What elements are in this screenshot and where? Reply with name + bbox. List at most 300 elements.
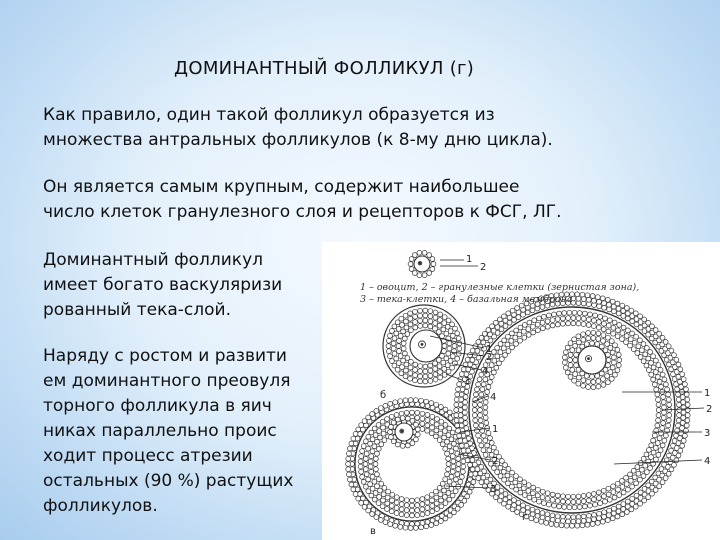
follicle-g-granulosa [640,467,645,472]
follicle-g-theca [454,402,459,407]
follicle-v-granulosa [420,411,425,416]
follicle-g-granulosa [606,329,611,334]
follicle-g-granulosa [522,493,527,498]
follicle-v-cumulus [389,425,394,430]
follicle-g-granulosa [545,496,550,501]
follicle-g-cumulus [606,363,611,368]
label-b-1: 1 [486,344,493,355]
follicle-g-granulosa [634,334,639,339]
follicle-g-granulosa [666,423,671,428]
follicle-v-granulosa [378,435,383,440]
follicle-g-granulosa [630,331,635,336]
follicle-g-theca [475,349,480,354]
paragraph-4 [43,344,293,519]
follicle-g-granulosa [567,310,572,315]
follicle-g-theca [457,433,462,438]
follicle-g-theca [685,397,690,402]
follicle-g-cumulus [615,347,620,352]
follicle-g-cumulus [596,337,601,342]
follicle-v-granulosa [447,426,452,431]
follicle-b-granulosa [413,320,418,325]
follicle-g-theca [586,518,591,523]
follicle-g-theca [680,443,685,448]
follicle-g-granulosa [509,339,514,344]
follicle-g-theca [607,508,612,513]
follicle-b-granulosa [408,371,413,376]
follicle-g-granulosa [653,446,658,451]
follicle-g-cumulus [562,360,567,365]
follicle-v-granulosa [434,434,439,439]
follicle-g-granulosa [513,335,518,340]
follicle-b-granulosa [450,333,455,338]
follicle-v-granulosa [364,451,369,456]
follicle-v-granulosa [442,488,447,493]
follicle-g-theca [534,518,539,523]
follicle-v-theca [388,401,393,406]
follicle-v-cumulus [395,417,400,422]
follicle-g-granulosa [586,317,591,322]
follicle-g-granulosa [486,385,491,390]
follicle-v-theca [471,480,476,485]
follicle-g-granulosa [562,311,567,316]
follicle-g-theca [616,504,621,509]
paragraph-2 [43,175,562,225]
follicle-g-theca [680,372,685,377]
follicle-b-granulosa [428,363,433,368]
follicle-v-theca [346,462,351,467]
follicle-g-theca [481,475,486,480]
follicle-g-cumulus [609,339,614,344]
follicle-v-granulosa [404,503,409,508]
follicle-g-granulosa [576,499,581,504]
follicle-v-theca [408,398,413,403]
follicle-v-theca [359,423,364,428]
follicle-g-granulosa [661,400,666,405]
follicle-b-granulosa [418,308,423,313]
follicle-g-granulosa [662,377,667,382]
follicle-g-theca [515,510,520,515]
follicle-g-theca [629,507,634,512]
follicle-b-granulosa [404,325,409,330]
follicle-g-theca [657,484,662,489]
follicle-g-granulosa [635,351,640,356]
follicle-b-granulosa [447,341,452,346]
follicle-v-granulosa [375,451,380,456]
follicle-g-granulosa [628,478,633,483]
follicle-v-granulosa [443,495,448,500]
follicle-g-granulosa [576,494,581,499]
paragraph-line: остальных (90 %) растущих [43,471,294,491]
follicle-g-theca [676,453,681,458]
follicle-b-granulosa [437,364,442,369]
follicle-g-granulosa [505,473,510,478]
follicle-v-theca [370,512,375,517]
follicle-g-granulosa [586,498,591,503]
follicle-g-granulosa [638,477,643,482]
follicle-v-cumulus [410,418,415,423]
follicle-b-granulosa [457,341,462,346]
follicle-g-granulosa [542,314,547,319]
follicle-b-granulosa [442,367,447,372]
follicle-b-granulosa [387,338,392,343]
follicle-g-granulosa [489,375,494,380]
follicle-v-cumulus [405,443,410,448]
follicle-g-theca [466,448,471,453]
follicle-g-cumulus [609,377,614,382]
follicle-v-granulosa [425,500,430,505]
follicle-v-granulosa [446,456,451,461]
follicle-g-granulosa [481,382,486,387]
follicle-g-theca [580,523,585,528]
follicle-a-cells [427,271,432,276]
follicle-g-granulosa [612,495,617,500]
follicle-v-granulosa [410,503,415,508]
follicle-v-granulosa [420,421,425,426]
follicle-g-theca [678,448,683,453]
follicle-g-granulosa [571,321,576,326]
follicle-g-granulosa [620,479,625,484]
follicle-g-granulosa [602,321,607,326]
follicle-g-theca [646,495,651,500]
follicle-g-theca [516,500,521,505]
follicle-g-theca [633,311,638,316]
follicle-g-theca [497,498,502,503]
follicle-g-theca [468,453,473,458]
follicle-b-granulosa [433,315,438,320]
follicle-g-theca [597,516,602,521]
follicle-v-granulosa [456,456,461,461]
follicle-v-theca [439,519,444,524]
follicle-a-cells [412,271,417,276]
follicle-b-granulosa [428,379,433,384]
follicle-v-granulosa [404,513,409,518]
follicle-v-granulosa [456,462,461,467]
follicle-g-granulosa [545,324,550,329]
follicle-g-theca [681,377,686,382]
follicle-g-granulosa [652,433,657,438]
follicle-v-granulosa [378,488,383,493]
follicle-g-granulosa [581,316,586,321]
follicle-g-granulosa [611,326,616,331]
follicle-v-granulosa [429,431,434,436]
follicle-g-theca [462,438,467,443]
follicle-b-granulosa [390,329,395,334]
follicle-v-theca [429,401,434,406]
follicle-g-theca [478,471,483,476]
follicle-a-cells [417,250,422,255]
follicle-v-granulosa [415,508,420,513]
follicle-a-cells [431,262,436,267]
follicle-v-theca [366,508,371,513]
follicle-v-granulosa [363,456,368,461]
follicle-b-granulosa [428,314,433,319]
follicle-v-granulosa [369,493,374,498]
follicle-a-cells [427,253,432,258]
follicle-g-granulosa [645,346,650,351]
follicle-g-granulosa [505,342,510,347]
follicle-g-theca [455,392,460,397]
follicle-v-granulosa [415,415,420,420]
follicle-v-theca [424,399,429,404]
follicle-v-theca [452,510,457,515]
follicle-b-granulosa [428,368,433,373]
follicle-g-granulosa [550,323,555,328]
follicle-g-granulosa [509,477,514,482]
follicle-g-theca [612,309,617,314]
follicle-b-granulosa [408,322,413,327]
follicle-g-granulosa [561,499,566,504]
follicle-v-granulosa [450,469,455,474]
follicle-g-granulosa [488,436,493,441]
follicle-g-theca [685,418,690,423]
follicle-v-granulosa [420,502,425,507]
follicle-v-granulosa [361,480,366,485]
follicle-g-cumulus [562,355,567,360]
follicle-v-theca [346,467,351,472]
follicle-b-granulosa [418,364,423,369]
follicle-g-granulosa [658,448,663,453]
follicle-g-cumulus [568,375,573,380]
follicle-g-granulosa [662,438,667,443]
follicle-g-granulosa [624,482,629,487]
follicle-g-granulosa [514,487,519,492]
follicle-g-granulosa [532,497,537,502]
follicle-v-granulosa [434,428,439,433]
follicle-g-granulosa [500,357,505,362]
follicle-b-granulosa [456,336,461,341]
follicle-v-theca [374,515,379,520]
follicle-g-theca [502,501,507,506]
label-g-3: 3 [704,428,711,439]
follicle-g-granulosa [483,453,488,458]
follicle-g-granulosa [489,441,494,446]
follicle-b-granulosa [390,359,395,364]
follicle-g-granulosa [479,392,484,397]
follicle-g-cumulus [613,343,618,348]
follicle-g-theca [595,521,600,526]
follicle-v-granulosa [443,477,448,482]
follicle-g-granulosa [481,448,486,453]
follicle-g-theca [683,382,688,387]
follicle-g-granulosa [660,426,665,431]
follicle-g-granulosa [495,354,500,359]
follicle-g-granulosa [655,441,660,446]
follicle-g-granulosa [665,387,670,392]
follicle-g-granulosa [606,486,611,491]
follicle-g-granulosa [593,502,598,507]
follicle-g-granulosa [526,483,531,488]
follicle-g-cumulus [610,365,615,370]
follicle-v-granulosa [410,498,415,503]
follicle-v-granulosa [394,511,399,516]
follicle-g-granulosa [474,423,479,428]
follicle-g-cumulus [601,333,606,338]
follicle-g-cumulus [601,339,606,344]
follicle-g-granulosa [615,334,620,339]
follicle-g-granulosa [518,338,523,343]
follicle-b-granulosa [392,336,397,341]
follicle-g-theca [540,511,545,516]
follicle-g-granulosa [518,477,523,482]
follicle-g-granulosa [495,346,500,351]
follicle-v-theca [429,523,434,528]
follicle-v-theca [358,492,363,497]
follicle-g-granulosa [626,328,631,333]
follicle-g-granulosa [484,421,489,426]
follicle-g-granulosa [661,395,666,400]
follicle-v-granulosa [415,503,420,508]
follicle-g-granulosa [532,318,537,323]
follicle-g-cumulus [586,336,591,341]
follicle-b-granulosa [403,313,408,318]
follicle-g-theca [535,509,540,514]
follicle-b-granulosa [418,374,423,379]
follicle-g-granulosa [500,459,505,464]
follicle-g-granulosa [510,331,515,336]
follicle-b-oocyte-nucleolus [421,343,424,346]
follicle-b-granulosa [433,361,438,366]
follicle-g-granulosa [611,484,616,489]
paragraph-line: никах параллельно проис [43,421,277,441]
follicle-g-theca [666,344,671,349]
follicle-v-granulosa [439,425,444,430]
follicle-b-granulosa [423,318,428,323]
follicle-g-granulosa [483,377,488,382]
follicle-v-theca [356,496,361,501]
follicle-v-theca [462,498,467,503]
follicle-g-granulosa [494,365,499,370]
follicle-v-granulosa [376,477,381,482]
follicle-v-granulosa [420,497,425,502]
follicle-v-theca [361,496,366,501]
figure-caption [360,282,639,306]
follicle-g-granulosa [566,316,571,321]
follicle-v-theca [398,399,403,404]
follicle-v-granulosa [394,413,399,418]
follicle-g-granulosa [502,338,507,343]
follicle-v-granulosa [363,484,368,489]
follicle-g-granulosa [651,354,656,359]
follicle-g-granulosa [652,382,657,387]
follicle-g-theca [456,387,461,392]
follicle-b-oocyte [410,330,442,362]
follicle-g-granulosa [474,392,479,397]
follicle-b-granulosa [423,364,428,369]
follicle-v-granulosa [425,506,430,511]
follicle-b-granulosa [388,333,393,338]
follicle-g-granulosa [628,343,633,348]
follicle-g-granulosa [621,325,626,330]
follicle-v-theca [347,472,352,477]
follicle-v-theca [434,521,439,526]
follicle-v-granulosa [449,449,454,454]
follicle-a-cells [422,273,427,278]
follicle-g-granulosa [656,453,661,458]
follicle-g-granulosa [624,334,629,339]
follicle-v-granulosa [458,480,463,485]
follicle-g-cumulus [570,348,575,353]
follicle-b-granulosa [456,351,461,356]
follicle-g-cumulus [595,342,600,347]
follicle-g-granulosa [655,375,660,380]
follicle-g-theca [625,510,630,515]
label-b-2: 2 [486,352,493,363]
follicle-b-granulosa [397,349,402,354]
follicle-g-granulosa [506,467,511,472]
follicle-g-theca [516,315,521,320]
label-v-1: 1 [492,424,499,435]
follicle-g-granulosa [483,405,488,410]
follicle-v-granulosa [438,431,443,436]
follicle-g-granulosa [598,314,603,319]
label-a-2: 2 [480,262,487,273]
follicle-v-granulosa [461,464,466,469]
follicle-g-granulosa [645,470,650,475]
label-b-letter: б [380,390,387,401]
follicle-g-granulosa [648,350,653,355]
follicle-g-granulosa [561,321,566,326]
follicle-g-granulosa [603,499,608,504]
follicle-g-granulosa [501,346,506,351]
follicle-v-theca [353,492,358,497]
follicle-v-theca [348,477,353,482]
follicle-g-theca [455,423,460,428]
follicle-v-granulosa [359,469,364,474]
follicle-v-theca [351,436,356,441]
follicle-v-granulosa [360,475,365,480]
follicle-v-granulosa [442,435,447,440]
follicle-g-granulosa [495,470,500,475]
label-g-1: 1 [704,388,711,399]
follicle-g-theca [470,467,475,472]
label-b-3: 3 [464,376,471,387]
follicle-b-granulosa [418,313,423,318]
follicle-g-granulosa [620,485,625,490]
follicle-g-granulosa [483,410,488,415]
follicle-g-granulosa [480,387,485,392]
follicle-v-granulosa [370,449,375,454]
follicle-g-theca [607,307,612,312]
follicle-v-granulosa [450,430,455,435]
follicle-g-granulosa [641,474,646,479]
follicle-g-theca [476,340,481,345]
follicle-g-theca [529,516,534,521]
follicle-v-theca [439,405,444,410]
follicle-g-granulosa [586,493,591,498]
follicle-v-theca [455,506,460,511]
follicle-g-granulosa [486,431,491,436]
follicle-g-granulosa [547,313,552,318]
follicle-v-granulosa [368,464,373,469]
follicle-g-granulosa [624,475,629,480]
follicle-b-granulosa [448,329,453,334]
follicle-v-granulosa [430,425,435,430]
follicle-g-cumulus [606,335,611,340]
follicle-g-granulosa [510,345,515,350]
follicle-g-cumulus [573,344,578,349]
follicle-g-cumulus [573,372,578,377]
follicle-g-granulosa [475,428,480,433]
follicle-g-theca [669,348,674,353]
follicle-g-granulosa [588,503,593,508]
follicle-v-granulosa [366,434,371,439]
paragraph-line: ем доминантного преовуля [43,371,291,391]
follicle-g-theca [530,507,535,512]
follicle-b-granulosa [396,344,401,349]
follicle-b-granulosa [388,354,393,359]
follicle-g-theca [657,331,662,336]
follicle-g-granulosa [628,472,633,477]
